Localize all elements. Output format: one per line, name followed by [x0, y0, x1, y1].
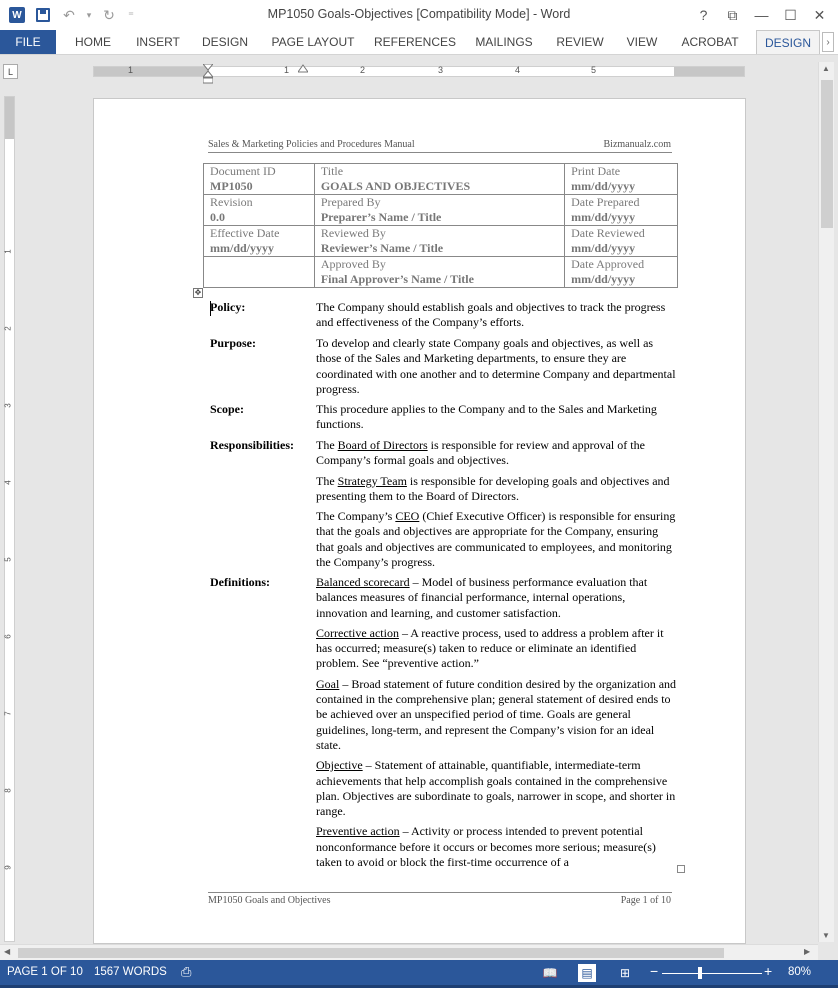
tab-home[interactable]: HOME [75, 35, 111, 49]
status-bar [0, 960, 838, 988]
tab-design[interactable]: DESIGN [201, 35, 248, 49]
ruler-number: 8 [3, 788, 13, 793]
list-item: Objective – Statement of attainable, quantifiable, intermediate-term achievements that help accomplish goals contained in the comprehensive plan. Objectives are subordinate to goals, narrower in scope, and shorter in range. [316, 758, 676, 819]
page-footer-right: Page 1 of 10 [620, 895, 671, 906]
section-body[interactable]: To develop and clearly state Company goals and objectives, as well as those of the Sales and Marketing departments, to ensure they are coordinated with one another and to determine Company and departmental progress. [316, 336, 676, 396]
scroll-down-icon[interactable]: ▼ [822, 931, 830, 940]
tab-acrobat[interactable]: ACROBAT [681, 35, 739, 49]
tab-view[interactable]: VIEW [626, 35, 658, 49]
horizontal-scrollbar[interactable] [0, 944, 818, 960]
table-cell[interactable] [204, 257, 315, 288]
indent-marker-icon[interactable] [203, 64, 213, 84]
vertical-scroll-thumb[interactable] [821, 80, 833, 228]
ruler-number: 2 [360, 65, 366, 75]
horizontal-ruler[interactable] [93, 66, 745, 77]
section-term: Scope: [210, 402, 244, 416]
table-row [204, 164, 678, 195]
table-cell[interactable]: Prepared By Preparer’s Name / Title [314, 195, 564, 226]
scroll-right-icon[interactable]: ▶ [804, 947, 811, 956]
ruler-number: 4 [3, 480, 13, 485]
customize-qat-icon[interactable]: ⁼ [128, 9, 134, 22]
ruler-number: 4 [515, 65, 521, 75]
footer-divider [208, 892, 672, 893]
undo-dropdown-icon[interactable]: ▾ [86, 9, 92, 20]
page-footer-left: MP1050 Goals and Objectives [208, 895, 331, 906]
table-cell[interactable]: Title GOALS AND OBJECTIVES [314, 164, 564, 195]
vertical-ruler[interactable] [4, 96, 15, 942]
ruler-number: 2 [3, 326, 13, 331]
tab-references[interactable]: REFERENCES [373, 35, 456, 49]
ribbon-scroll-right-icon[interactable]: › [822, 32, 834, 52]
zoom-slider-thumb[interactable] [698, 967, 702, 979]
section-term: Policy: [210, 300, 246, 314]
word-count[interactable]: 1567 WORDS [94, 966, 167, 978]
ruler-number: 3 [438, 65, 444, 75]
redo-icon[interactable]: ↻ [103, 6, 115, 23]
tab-page-layout[interactable]: PAGE LAYOUT [271, 35, 355, 49]
vertical-scrollbar[interactable] [818, 62, 834, 942]
help-button[interactable]: ? [699, 7, 708, 23]
table-row [204, 257, 678, 288]
tab-table-design[interactable]: DESIGN [756, 30, 820, 54]
window-controls [689, 4, 834, 26]
scroll-up-icon[interactable]: ▲ [822, 64, 830, 73]
maximize-button[interactable]: ☐ [784, 6, 797, 23]
table-resize-handle[interactable] [677, 865, 685, 873]
zoom-slider[interactable] [662, 973, 762, 974]
ruler-area [0, 56, 838, 88]
table-cell[interactable]: Date Reviewed mm/dd/yyyy [565, 226, 678, 257]
undo-icon[interactable]: ↶ [63, 6, 75, 23]
word-logo: W [9, 7, 25, 23]
hanging-indent-marker-icon[interactable] [298, 64, 308, 78]
ruler-number: 1 [284, 65, 290, 75]
table-cell[interactable]: Revision 0.0 [204, 195, 315, 226]
table-cell[interactable]: Reviewed By Reviewer’s Name / Title [314, 226, 564, 257]
print-layout-icon[interactable]: ▤ [578, 964, 596, 982]
list-item: Goal – Broad statement of future condition desired by the organization and contained in the comprehensive plan; general statement of desired ends to be achieved over an unspecified period of time. Goals are general guidelines, long-term, and represent the Company’s vision for an ideal state. [316, 676, 677, 752]
list-item: Balanced scorecard – Model of business performance evaluation that balances measures of financial performance, internal operations, innovation and learning, and customer satisfaction. [316, 575, 648, 620]
ruler-number: 5 [591, 65, 597, 75]
section-body[interactable]: This procedure applies to the Company and to the Sales and Marketing functions. [316, 402, 657, 432]
ruler-number: 1 [3, 249, 13, 254]
list-item: The Board of Directors is responsible for review and approval of the Company’s formal goals and objectives. [316, 438, 645, 468]
section-body[interactable] [316, 575, 676, 875]
table-cell[interactable]: Date Approved mm/dd/yyyy [565, 257, 678, 288]
ruler-number: 7 [3, 711, 13, 716]
tab-file[interactable]: FILE [0, 30, 56, 54]
header-divider [208, 152, 672, 153]
close-button[interactable]: ✕ [813, 6, 826, 23]
page-header-left: Sales & Marketing Policies and Procedures Manual [208, 139, 415, 150]
section-term: Responsibilities: [210, 438, 295, 452]
ruler-number: 5 [3, 557, 13, 562]
minimize-button[interactable]: — [754, 7, 769, 23]
web-layout-icon[interactable]: ⊞ [619, 966, 631, 980]
window-title: MP1050 Goals-Objectives [Compatibility Mode] - Word [267, 7, 571, 21]
document-page[interactable] [93, 98, 746, 944]
document-info-table[interactable] [203, 163, 678, 288]
read-mode-icon[interactable]: 📖 [542, 966, 558, 980]
ruler-number: 3 [3, 403, 13, 408]
table-cell[interactable]: Print Date mm/dd/yyyy [565, 164, 678, 195]
section-body[interactable]: The Company should establish goals and objectives to track the progress and effectiveness of the Company’s efforts. [316, 300, 666, 330]
title-bar [0, 0, 838, 30]
section-body[interactable] [316, 438, 676, 575]
tab-review[interactable]: REVIEW [556, 35, 604, 49]
zoom-level[interactable]: 80% [788, 966, 812, 978]
ruler-number: 1 [128, 65, 134, 75]
scroll-left-icon[interactable]: ◀ [4, 947, 11, 956]
table-row [204, 195, 678, 226]
list-item: Corrective action – A reactive process, used to address a problem after it has occurred; measure(s) taken to reduce or eliminate an identified problem. See “preventive action.” [316, 625, 664, 671]
page-indicator[interactable]: PAGE 1 OF 10 [7, 966, 83, 978]
ruler-number: 9 [3, 865, 13, 870]
table-cell[interactable]: Effective Date mm/dd/yyyy [204, 226, 315, 257]
tab-selector[interactable]: L [3, 64, 18, 79]
zoom-in-button[interactable]: + [764, 963, 773, 979]
section-term: Definitions: [210, 575, 270, 589]
page-header-right: Bizmanualz.com [603, 139, 671, 150]
section-term: Purpose: [210, 336, 256, 350]
tab-mailings[interactable]: MAILINGS [475, 35, 533, 49]
list-item: The Company’s CEO (Chief Executive Officer) is responsible for ensuring that the goals and objectives are appropriate for the Company, ensuring that goals and objectives are communicated to employees, and monitoring the Company’s progress. [316, 509, 676, 570]
horizontal-scroll-thumb[interactable] [18, 948, 724, 958]
table-row [204, 226, 678, 257]
ribbon-display-options-icon[interactable]: ⧉ [727, 6, 738, 23]
zoom-out-button[interactable]: − [650, 963, 659, 979]
proofing-icon[interactable]: ⎙ [181, 964, 192, 979]
list-item: The Strategy Team is responsible for developing goals and objectives and presenting them to the Board of Directors. [316, 473, 670, 503]
table-move-handle-icon[interactable]: ✥ [194, 288, 202, 297]
table-cell[interactable]: Document ID MP1050 [204, 164, 315, 195]
table-cell[interactable]: Date Prepared mm/dd/yyyy [565, 195, 678, 226]
tab-insert[interactable]: INSERT [136, 35, 180, 49]
list-item: Preventive action – Activity or process intended to prevent potential nonconformance before it occurs or becomes more serious; measure(s) taken to avoid or block the first-time occurrence of a [316, 824, 656, 870]
table-cell[interactable]: Approved By Final Approver’s Name / Title [314, 257, 564, 288]
ruler-number: 6 [3, 634, 13, 639]
ribbon-tab-bar [0, 30, 838, 55]
